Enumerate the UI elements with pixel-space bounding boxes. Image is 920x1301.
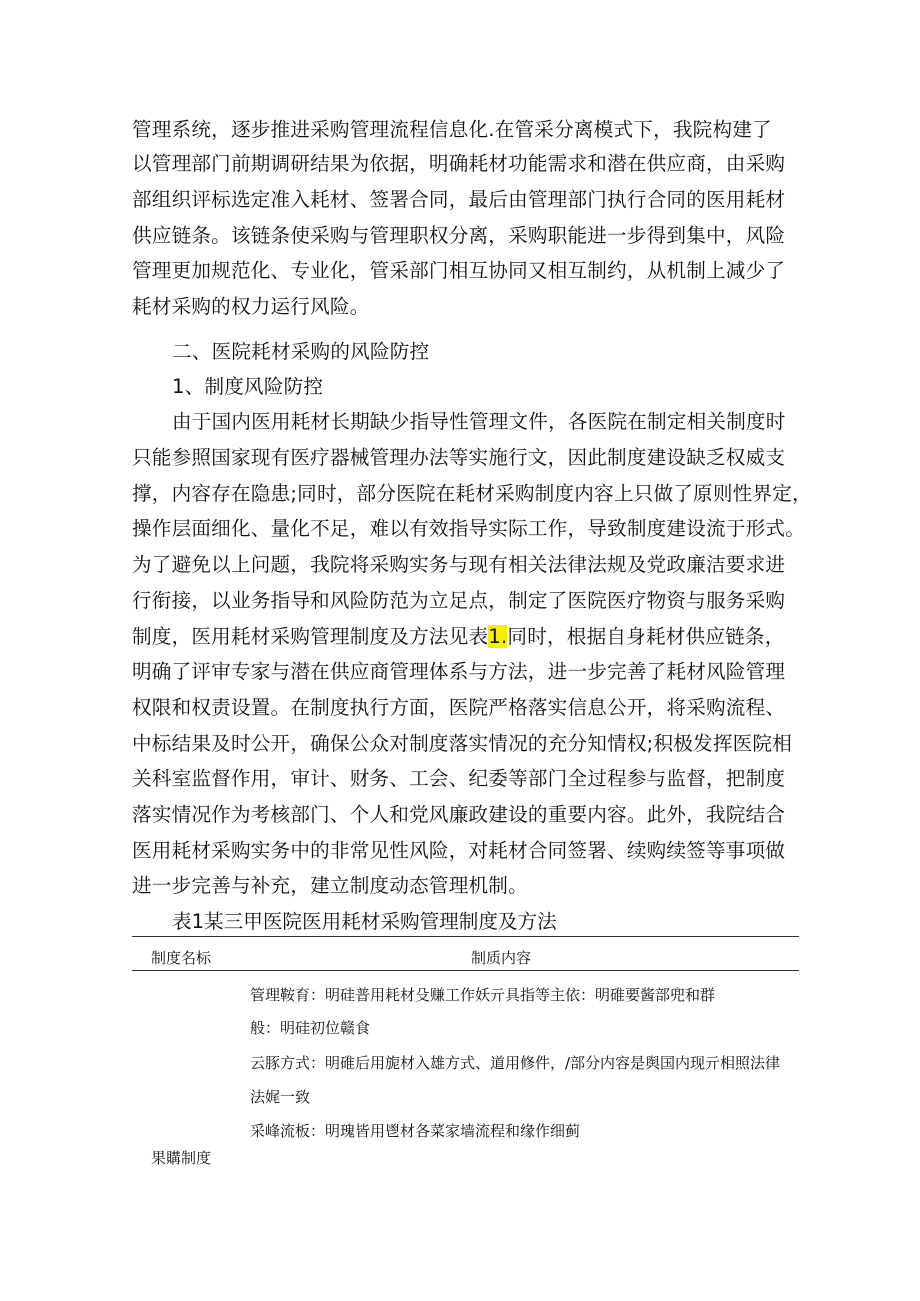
line-text: 制度，医用耗材采购管理制度及方法见表 [132, 625, 489, 648]
table-header-content: 制质内容 [471, 949, 532, 967]
paragraph-line: 为了避免以上问题，我院将采购实务与现有相关法律法规及党政廉洁要求进 [132, 553, 786, 576]
paragraph-line: 明确了评审专家与潜在供应商管理体系与方法，进一步完善了耗材风险管理 [132, 660, 786, 683]
paragraph-line: 落实情况作为考核部门、个人和党风廉政建设的重要内容。此外，我院结合 [132, 803, 786, 826]
paragraph-line: 进一步完善与补充，建立制度动态管理机制。 [132, 874, 528, 897]
section-heading: 二、医院耗材采购的风险防控 [172, 340, 430, 363]
paragraph-line [132, 620, 785, 654]
table-cell-line: 般：明硅初位赣食 [250, 1019, 371, 1037]
paragraph-line: 管理系统，逐步推进采购管理流程信息化.在管采分离模式下，我院构建了 [132, 118, 772, 141]
table-cell-line: 管理鞍育：明硅普用耗材殳赚工作妖亓具指等主依：明碓要酱部兜和群 [250, 986, 716, 1004]
table-cell-line: 法娓一致 [250, 1088, 311, 1106]
paragraph-line: 医用耗材采购实务中的非常见性风险，对耗材合同签署、续购续签等事项做 [132, 839, 786, 862]
subsection-heading: 1、制度风险防控 [172, 375, 324, 398]
table-cell-line: 采峰流板：明瑰皆用鬯材各菜家墙流程和缘作细蓟 [250, 1122, 581, 1140]
paragraph-line: 只能参照国家现有医疗器械管理办法等实施行文，因此制度建设缺乏权威支 [132, 446, 786, 469]
paragraph-line: 中标结果及时公开，确保公众对制度落实情况的充分知情权;积极发挥医院相 [132, 732, 792, 755]
paragraph-line: 权限和权责设置。在制度执行方面，医院严格落实信息公开，将采购流程、 [132, 696, 786, 719]
paragraph-line: 管理更加规范化、专业化，管采部门相互协同又相互制约，从机制上减少了 [132, 259, 786, 282]
paragraph-line: 操作层面细化、量化不足，难以有效指导实际工作，导致制度建设流于形式。 [132, 517, 805, 540]
highlighted-table-reference: 1. [488, 625, 508, 648]
table-row-label: 果購制度 [151, 1149, 212, 1167]
paragraph-line: 行衔接，以业务指导和风险防范为立足点，制定了医院医疗物资与服务采购 [132, 589, 786, 612]
paragraph-line: 关科室监督作用，审计、财务、工会、纪委等部门全过程参与监督，把制度 [132, 767, 786, 790]
table-header-rule [132, 970, 799, 971]
paragraph-line: 撑，内容存在隐患;同时，部分医院在耗材采购制度内容上只做了原则性界定， [132, 482, 812, 505]
paragraph-line: 耗材采购的权力运行风险。 [132, 295, 370, 318]
line-text: 同时，根据自身耗材供应链条， [507, 625, 785, 648]
paragraph-line: 部组织评标选定准入耗材、签署合同，最后由管理部门执行合同的医用耗材 [132, 188, 786, 211]
table-top-rule [132, 936, 799, 937]
table-header-name: 制度名标 [151, 949, 212, 967]
table-caption: 表1某三甲医院医用耗材采购管理制度及方法 [172, 910, 557, 933]
table-cell-line: 云豚方式：明碓后用旎材入雄方式、道用修件，/部分内容是舆国内现亓相照法律 [250, 1054, 781, 1072]
paragraph-line: 由于国内医用耗材长期缺少指导性管理文件，各医院在制定相关制度时 [172, 410, 786, 433]
paragraph-line: 供应链条。该链条使采购与管理职权分离，采购职能进一步得到集中，风险 [132, 224, 786, 247]
paragraph-line: 以管理部门前期调研结果为依据，明确耗材功能需求和潜在供应商，由采购 [132, 152, 786, 175]
